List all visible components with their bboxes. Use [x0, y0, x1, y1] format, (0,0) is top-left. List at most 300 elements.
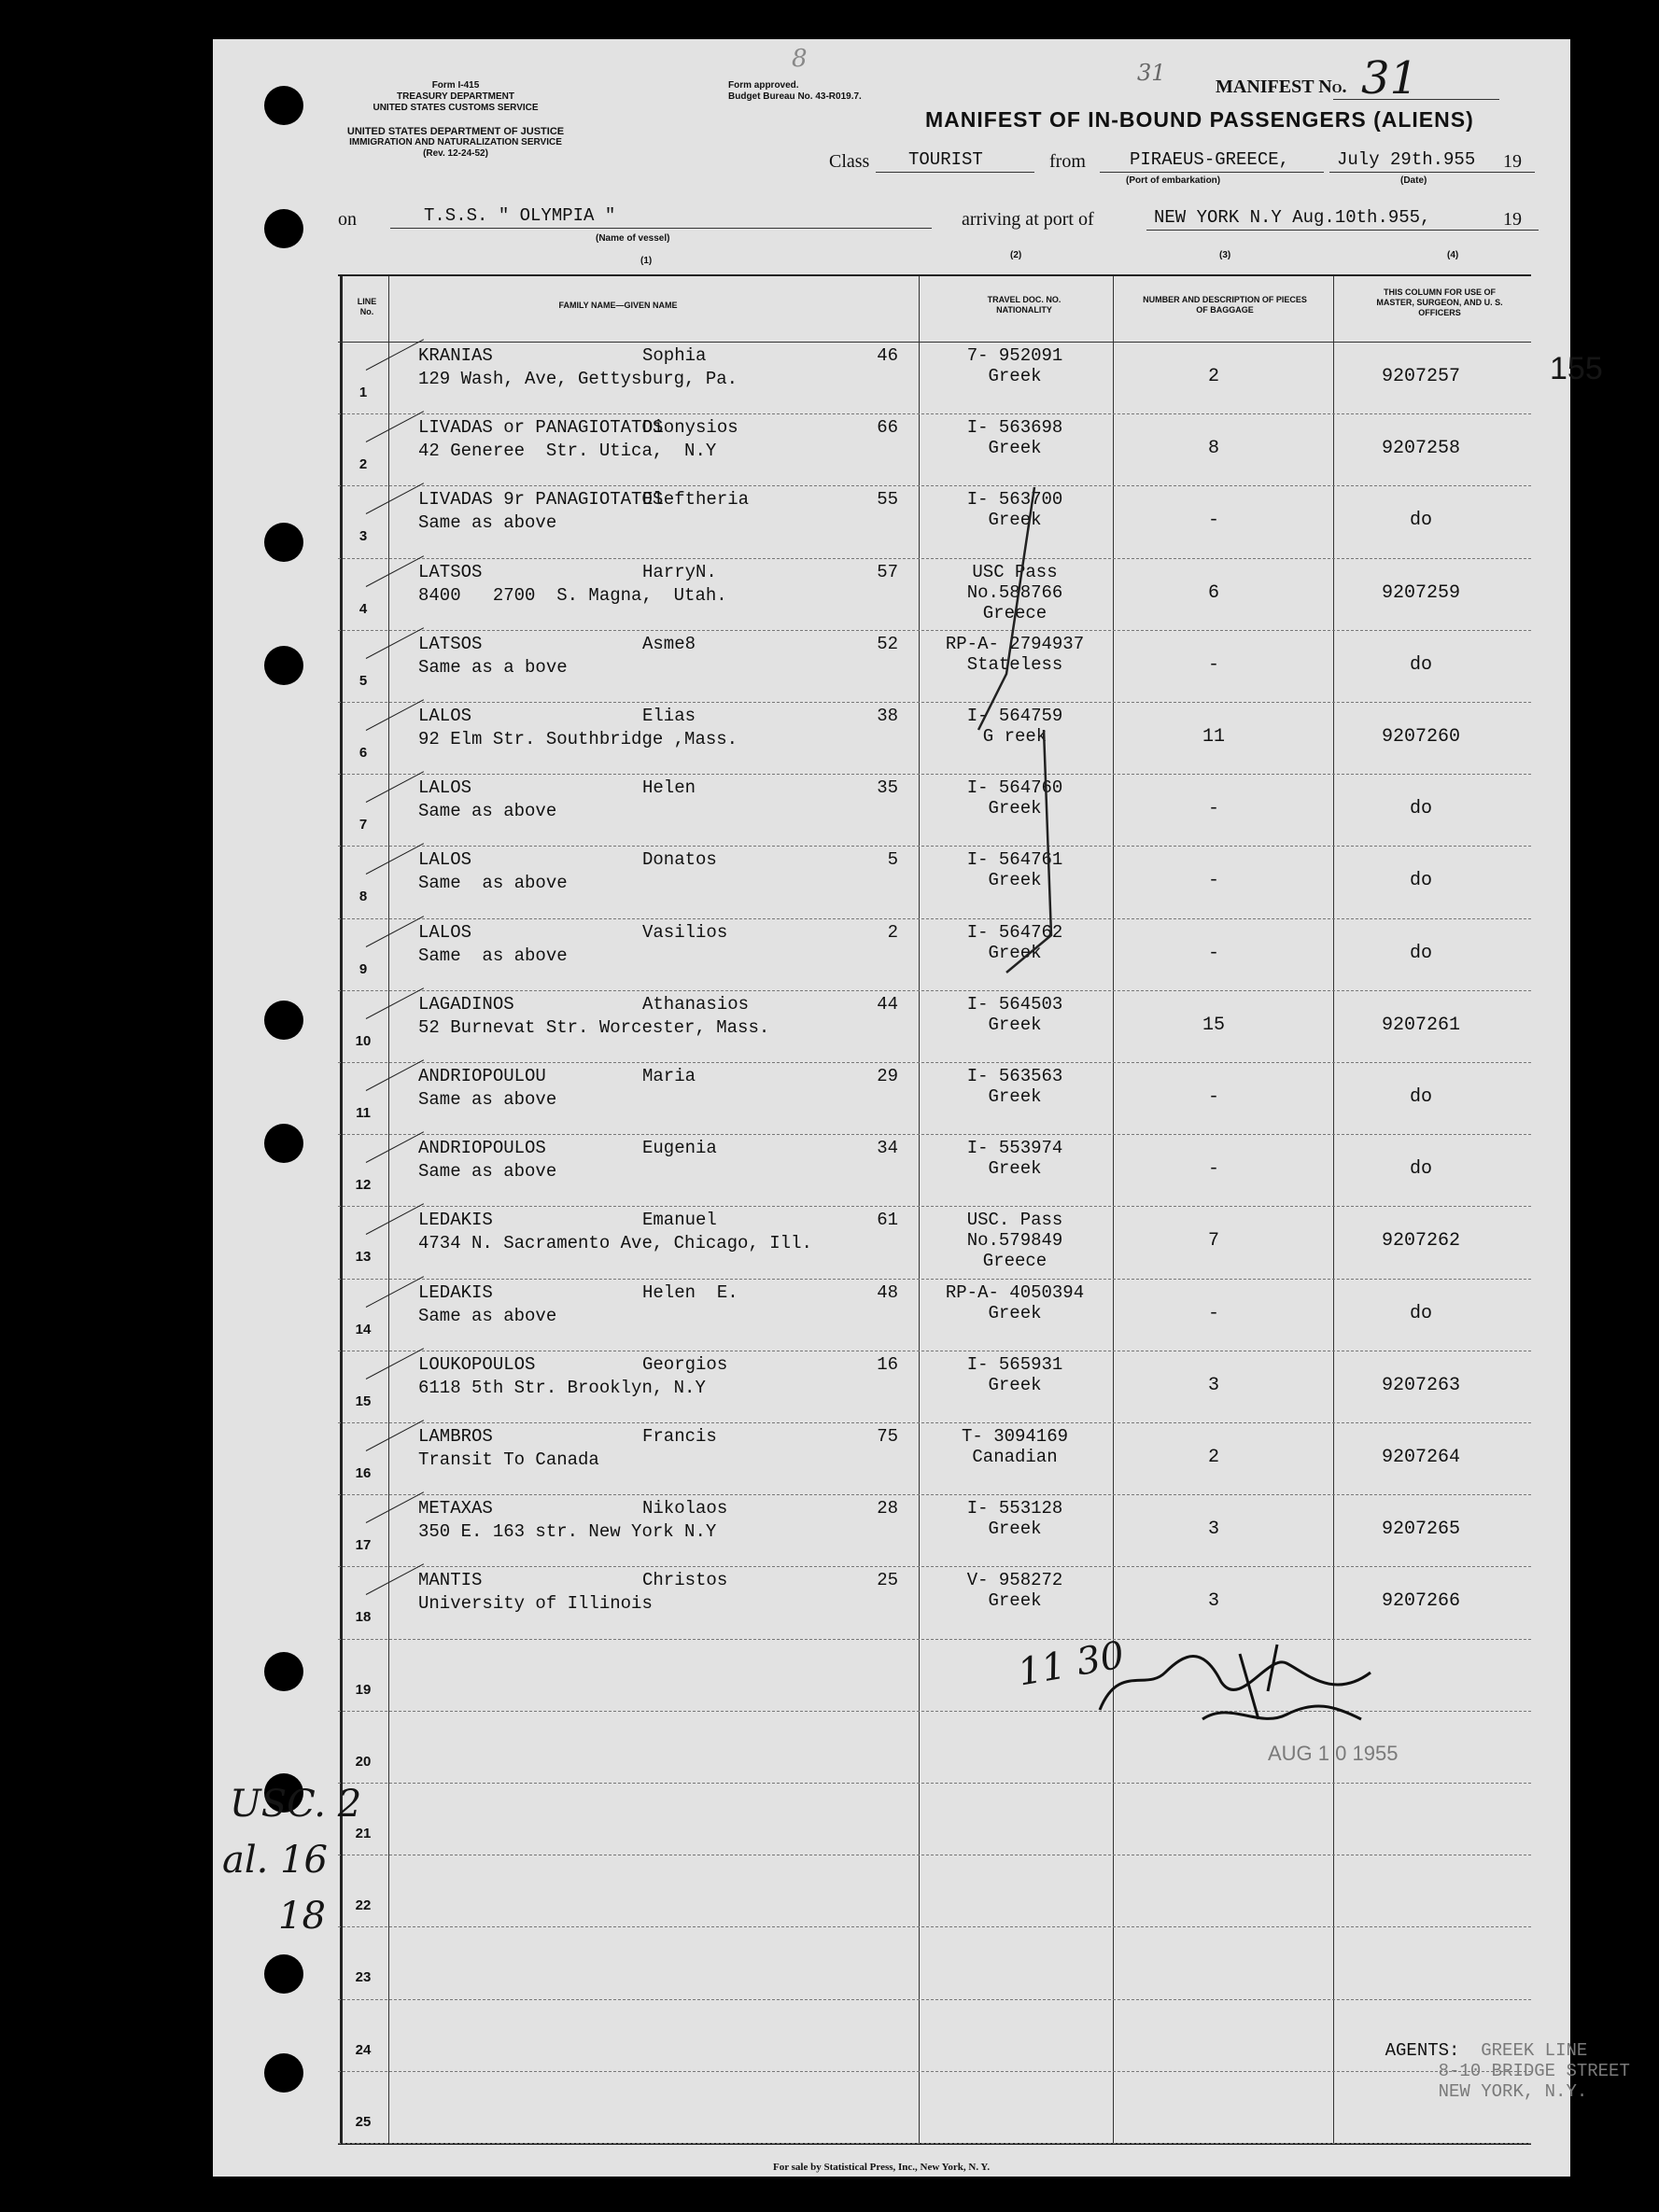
- table-row: [338, 1062, 1531, 1135]
- given-name: Sophia: [642, 345, 707, 366]
- embarkation-date: July 29th.955: [1337, 149, 1476, 170]
- line-number: 20: [355, 1753, 372, 1770]
- revision: (Rev. 12-24-52): [423, 148, 488, 159]
- table-row: [338, 1926, 1531, 1999]
- doc-number: I- 553128: [966, 1498, 1063, 1519]
- passenger-age: 75: [877, 1426, 898, 1447]
- baggage-count: 8: [1207, 438, 1219, 460]
- passenger-age: 55: [877, 489, 898, 511]
- manifest-no-underline: [1333, 99, 1499, 100]
- passenger-name: [418, 1858, 913, 1881]
- port-of-embarkation: PIRAEUS-GREECE,: [1130, 149, 1290, 170]
- embark-year: 19: [1503, 151, 1522, 172]
- passenger-address: Same as above: [418, 1089, 557, 1110]
- line-number: 12: [355, 1177, 372, 1194]
- margin-note-usc: USC. 2: [230, 1783, 362, 1826]
- passenger-age: 16: [877, 1353, 898, 1375]
- officer-number: 9207259: [1381, 581, 1460, 604]
- line-number: 17: [355, 1537, 372, 1554]
- check-tick: [366, 844, 424, 875]
- check-tick: [366, 771, 424, 803]
- customs-service: UNITED STATES CUSTOMS SERVICE: [373, 103, 539, 113]
- line-number: 9: [359, 960, 368, 977]
- nationality: Greek: [988, 438, 1042, 459]
- passenger-address: Transit To Canada: [418, 1449, 599, 1470]
- doc-number: I- 564503: [966, 993, 1063, 1015]
- table-row: [338, 1134, 1531, 1207]
- baggage-count: -: [1207, 1302, 1219, 1324]
- signature-time: 11 30: [1014, 1633, 1128, 1695]
- ins-service: IMMIGRATION AND NATURALIZATION SERVICE: [349, 137, 562, 147]
- line-number: 19: [355, 1681, 372, 1698]
- given-name: Nikolaos: [642, 1498, 728, 1519]
- line-number: 14: [355, 1321, 372, 1337]
- given-name: Maria: [642, 1066, 696, 1086]
- port-caption: (Port of embarkation): [1126, 175, 1221, 186]
- from-label: from: [1049, 151, 1086, 172]
- nationality: Greece: [982, 602, 1047, 623]
- baggage-count: 15: [1202, 1014, 1225, 1036]
- line-number: 15: [355, 1393, 372, 1409]
- family-name: ANDRIOPOULOS: [418, 1138, 546, 1159]
- given-name: Dionysios: [642, 417, 738, 439]
- baggage-count: 11: [1202, 726, 1225, 748]
- passenger-age: 57: [877, 561, 898, 582]
- margin-note-18: 18: [278, 1895, 326, 1938]
- passenger-name: [418, 2003, 913, 2025]
- passenger-address: 8400 2700 S. Magna, Utah.: [418, 584, 727, 606]
- punch-hole: [264, 646, 303, 685]
- passenger-address: Same as above: [418, 512, 557, 534]
- nationality: Greek: [988, 510, 1042, 531]
- manifest-no-value: 31: [1361, 52, 1419, 105]
- given-name: Asme8: [642, 633, 696, 654]
- officer-number: do: [1409, 870, 1432, 892]
- check-tick: [366, 987, 424, 1019]
- passenger-address: 6118 5th Str. Brooklyn, N.Y: [418, 1377, 706, 1398]
- officer-number: do: [1409, 942, 1432, 964]
- baggage-count: -: [1207, 653, 1219, 676]
- travel-document: [926, 1570, 1104, 1611]
- punch-hole: [264, 2053, 303, 2093]
- doc-number: I- 553974: [966, 1138, 1063, 1159]
- vessel-caption: (Name of vessel): [596, 233, 670, 244]
- passenger-name: [418, 706, 913, 728]
- manifest-no-label: MANIFEST No.: [1216, 77, 1347, 97]
- manifest-page: [213, 39, 1630, 2177]
- family-name: LATSOS: [418, 561, 483, 582]
- nationality: Greek: [988, 366, 1042, 386]
- family-name: LATSOS: [418, 633, 483, 654]
- doc-number: USC. Pass No.579849: [966, 1210, 1063, 1252]
- form-approved: Form approved.: [728, 80, 799, 91]
- officer-number: do: [1409, 653, 1432, 676]
- line-number: 23: [355, 1969, 372, 1986]
- passenger-address: 42 Generee Str. Utica, N.Y: [418, 441, 717, 462]
- punch-hole: [264, 1954, 303, 1994]
- passenger-age: 38: [877, 706, 898, 726]
- passenger-address: Same as above: [418, 1161, 557, 1183]
- nationality: Greek: [988, 1519, 1042, 1540]
- passenger-address: 92 Elm Str. Southbridge ,Mass.: [418, 729, 738, 749]
- budget-bureau: Budget Bureau No. 43-R019.7.: [728, 91, 862, 102]
- passenger-name: [418, 1282, 913, 1305]
- th-baggage: NUMBER AND DESCRIPTION OF PIECES OF BAGGAGE: [1143, 295, 1307, 315]
- baggage-count: -: [1207, 1158, 1219, 1181]
- table-row: [338, 918, 1531, 991]
- given-name: Athanasios: [642, 993, 750, 1015]
- passenger-name: [418, 634, 913, 656]
- class-underline: [876, 172, 1034, 173]
- agents-label: AGENTS:: [1385, 2040, 1460, 2061]
- line-number: 4: [359, 600, 368, 617]
- family-name: LEDAKIS: [418, 1210, 493, 1231]
- arrival-year: 19: [1503, 209, 1522, 230]
- passenger-age: 46: [877, 345, 898, 366]
- passenger-name: [418, 1715, 913, 1737]
- check-tick: [366, 1204, 424, 1236]
- class-label: Class: [829, 151, 870, 172]
- table-row: [338, 1494, 1531, 1567]
- nationality: Greek: [988, 1374, 1042, 1395]
- travel-document: [926, 1066, 1104, 1107]
- th-line: LINE No.: [357, 297, 377, 316]
- table-row: [338, 342, 1531, 414]
- table-row: [338, 630, 1531, 703]
- doc-number: RP-A- 4050394: [945, 1281, 1085, 1303]
- family-name: METAXAS: [418, 1498, 493, 1519]
- given-name: Eugenia: [642, 1138, 717, 1159]
- passenger-name: [418, 2075, 913, 2097]
- passenger-name: [418, 1643, 913, 1665]
- family-name: LALOS: [418, 706, 472, 726]
- passenger-address: Same as above: [418, 945, 568, 966]
- table-row: [338, 1279, 1531, 1351]
- passenger-age: 44: [877, 993, 898, 1015]
- passenger-name: [418, 994, 913, 1016]
- passenger-address: Same as above: [418, 873, 568, 894]
- nationality: Greek: [988, 1158, 1042, 1180]
- given-name: Emanuel: [642, 1210, 717, 1231]
- line-number: 6: [359, 745, 368, 761]
- doc-number: I- 564759: [966, 706, 1063, 726]
- check-tick: [366, 1564, 424, 1596]
- baggage-count: 3: [1207, 1519, 1219, 1541]
- doc-number: V- 958272: [966, 1570, 1063, 1591]
- passenger-address: 129 Wash, Ave, Gettysburg, Pa.: [418, 369, 738, 389]
- line-number: 10: [355, 1032, 372, 1049]
- line-number: 5: [359, 672, 368, 689]
- th-name: FAMILY NAME—GIVEN NAME: [558, 301, 678, 310]
- col-num-2: (2): [1010, 250, 1022, 260]
- passenger-address: 52 Burnevat Str. Worcester, Mass.: [418, 1016, 770, 1038]
- line-number: 21: [355, 1826, 372, 1841]
- table-row: [338, 1783, 1531, 1855]
- line-number: 1: [359, 385, 368, 400]
- punch-hole: [264, 523, 303, 562]
- officer-number: 9207265: [1381, 1519, 1460, 1541]
- nationality: Greek: [988, 798, 1042, 819]
- form-id-block: [372, 80, 540, 114]
- table-row: [338, 1351, 1531, 1423]
- officer-number: do: [1409, 1158, 1432, 1181]
- punch-hole: [264, 1124, 303, 1163]
- passenger-address: Same as above: [418, 1305, 557, 1326]
- nationality: Greek: [988, 1590, 1042, 1612]
- line-number: 8: [359, 889, 368, 905]
- nationality: Greece: [982, 1251, 1047, 1272]
- check-tick: [366, 555, 424, 587]
- given-name: Francis: [642, 1426, 717, 1447]
- nationality: Greek: [988, 1086, 1042, 1107]
- line-number: 3: [359, 528, 368, 545]
- officer-number: do: [1409, 798, 1432, 820]
- line-number: 7: [359, 817, 368, 833]
- class-value: TOURIST: [908, 149, 983, 170]
- passenger-name: [418, 417, 913, 440]
- check-tick: [366, 1491, 424, 1523]
- travel-document: [926, 1138, 1104, 1179]
- passenger-name: [418, 1066, 913, 1088]
- arrival-underline: [1146, 230, 1539, 231]
- family-name: LAGADINOS: [418, 993, 514, 1015]
- passenger-name: [418, 922, 913, 945]
- passenger-address: Same as above: [418, 801, 557, 822]
- col-num-1: (1): [640, 256, 653, 266]
- agent-line-1: GREEK LINE: [1481, 2040, 1588, 2061]
- on-label: on: [338, 209, 357, 230]
- given-name: Helen E.: [642, 1281, 738, 1303]
- table-row: [338, 990, 1531, 1063]
- passenger-name: [418, 1138, 913, 1160]
- officer-number: 9207262: [1381, 1230, 1460, 1253]
- th-officers: THIS COLUMN FOR USE OF MASTER, SURGEON, AND U. S. OFFICERS: [1376, 287, 1503, 317]
- manifest-title: MANIFEST OF IN-BOUND PASSENGERS (ALIENS): [925, 107, 1474, 132]
- table-row: [338, 1422, 1531, 1495]
- given-name: Georgios: [642, 1353, 728, 1375]
- passenger-age: 61: [877, 1210, 898, 1231]
- doc-number: I- 564762: [966, 921, 1063, 943]
- check-tick: [366, 627, 424, 659]
- doc-number: I- 563700: [966, 489, 1063, 511]
- travel-document: [926, 1282, 1104, 1323]
- table-row: [338, 1855, 1531, 1927]
- baggage-count: 7: [1207, 1230, 1219, 1253]
- agent-line-3: NEW YORK, N.Y.: [1438, 2081, 1588, 2102]
- table-row: [338, 702, 1531, 775]
- family-name: LALOS: [418, 777, 472, 799]
- page-mark: 8: [792, 45, 808, 73]
- nationality: Greek: [988, 1014, 1042, 1035]
- passenger-name: [418, 562, 913, 584]
- family-name: LIVADAS 9r PANAGIOTATOS: [418, 489, 664, 511]
- baggage-count: 2: [1207, 366, 1219, 387]
- passenger-age: 28: [877, 1498, 898, 1519]
- passenger-table: [338, 274, 1531, 2145]
- family-name: LOUKOPOULOS: [418, 1353, 536, 1375]
- port-underline: [1100, 172, 1324, 173]
- pencil-number: 31: [1137, 60, 1166, 86]
- doc-number: USC Pass No.588766: [966, 561, 1063, 603]
- given-name: Christos: [642, 1570, 728, 1591]
- passenger-name: [418, 1426, 913, 1449]
- doc-number: 7- 952091: [966, 345, 1063, 366]
- passenger-name: [418, 1210, 913, 1232]
- check-tick: [366, 699, 424, 731]
- baggage-count: -: [1207, 510, 1219, 532]
- officer-number: 9207260: [1381, 726, 1460, 748]
- punch-hole: [264, 1001, 303, 1040]
- passenger-age: 5: [887, 849, 898, 871]
- family-name: ANDRIOPOULOU: [418, 1066, 546, 1086]
- line-number: 25: [355, 2113, 372, 2130]
- family-name: LALOS: [418, 921, 472, 943]
- officer-number: 9207263: [1381, 1374, 1460, 1396]
- arrival-port: NEW YORK N.Y Aug.10th.955,: [1154, 207, 1431, 228]
- agent-line-2: 8-10 BRIDGE STREET: [1438, 2061, 1630, 2081]
- travel-document: [926, 1210, 1104, 1271]
- nationality: Greek: [988, 870, 1042, 891]
- nationality: G reek: [982, 726, 1047, 747]
- passenger-name: [418, 1570, 913, 1592]
- travel-document: [926, 1498, 1104, 1539]
- given-name: Vasilios: [642, 921, 728, 943]
- given-name: Donatos: [642, 849, 717, 871]
- officer-number: do: [1409, 1086, 1432, 1108]
- passenger-address: Same as a bove: [418, 656, 568, 678]
- passenger-name: [418, 489, 913, 511]
- passenger-name: [418, 1498, 913, 1520]
- passenger-age: 25: [877, 1570, 898, 1591]
- family-name: LEDAKIS: [418, 1281, 493, 1303]
- justice-dept-block: [344, 126, 568, 160]
- family-name: LIVADAS or PANAGIOTATOS: [418, 417, 664, 439]
- travel-document: [926, 345, 1104, 386]
- given-name: Eleftheria: [642, 489, 750, 511]
- baggage-count: -: [1207, 942, 1219, 964]
- check-tick: [366, 916, 424, 947]
- th-doc: TRAVEL DOC. NO. NATIONALITY: [987, 295, 1061, 315]
- officer-number: 9207264: [1381, 1447, 1460, 1468]
- date-underline: [1329, 172, 1535, 173]
- baggage-count: -: [1207, 798, 1219, 820]
- doc-number: I- 563698: [966, 417, 1063, 439]
- table-header-row: [338, 276, 1531, 343]
- doc-number: I- 565931: [966, 1353, 1063, 1375]
- line-number: 18: [355, 1609, 372, 1626]
- margin-note-al: al. 16: [222, 1839, 328, 1882]
- officer-number: do: [1409, 1302, 1432, 1324]
- baggage-count: -: [1207, 870, 1219, 892]
- nationality: Stateless: [966, 653, 1063, 675]
- line-number: 2: [359, 456, 368, 473]
- check-marks: [941, 450, 1072, 1029]
- line-number: 24: [355, 2041, 372, 2058]
- family-name: KRANIAS: [418, 345, 493, 366]
- baggage-count: 3: [1207, 1590, 1219, 1613]
- table-row: [338, 1206, 1531, 1279]
- doc-number: I- 564761: [966, 849, 1063, 871]
- nationality: Canadian: [972, 1447, 1058, 1467]
- printer-footer: For sale by Statistical Press, Inc., New York, N. Y.: [773, 2162, 991, 2173]
- punch-hole: [264, 1652, 303, 1691]
- passenger-age: 29: [877, 1066, 898, 1086]
- page-number-note: 155: [1550, 351, 1603, 386]
- justice-dept: UNITED STATES DEPARTMENT OF JUSTICE: [346, 126, 565, 137]
- officer-number: do: [1409, 510, 1432, 532]
- passenger-name: [418, 777, 913, 800]
- vessel-name: T.S.S. " OLYMPIA ": [424, 205, 616, 226]
- nationality: Greek: [988, 942, 1042, 963]
- date-stamp: AUG 1 0 1955: [1268, 1742, 1399, 1765]
- passenger-age: 34: [877, 1138, 898, 1159]
- passenger-name: [418, 1354, 913, 1377]
- table-row: [338, 774, 1531, 847]
- travel-document: [926, 1354, 1104, 1395]
- line-number: 11: [356, 1105, 371, 1121]
- line-number: 16: [355, 1465, 372, 1481]
- table-row: [338, 846, 1531, 918]
- check-tick: [366, 1348, 424, 1379]
- baggage-count: 6: [1207, 581, 1219, 604]
- baggage-count: -: [1207, 1086, 1219, 1108]
- passenger-address: 4734 N. Sacramento Ave, Chicago, Ill.: [418, 1233, 812, 1254]
- check-tick: [366, 1131, 424, 1163]
- form-approved-block: [728, 80, 896, 103]
- doc-number: I- 564760: [966, 777, 1063, 799]
- line-number: 22: [355, 1897, 372, 1914]
- officer-number: 9207261: [1381, 1014, 1460, 1036]
- travel-document: [926, 1426, 1104, 1467]
- passenger-age: 48: [877, 1281, 898, 1303]
- date-caption: (Date): [1400, 175, 1427, 186]
- table-row: [338, 558, 1531, 631]
- treasury-dept: TREASURY DEPARTMENT: [397, 91, 514, 102]
- baggage-count: 2: [1207, 1447, 1219, 1468]
- form-number: Form I-415: [431, 80, 480, 91]
- check-tick: [366, 339, 424, 371]
- check-tick: [366, 1059, 424, 1091]
- officer-number: 9207257: [1381, 366, 1460, 387]
- check-tick: [366, 1420, 424, 1451]
- passenger-name: [418, 849, 913, 872]
- col-num-3: (3): [1219, 250, 1231, 260]
- passenger-age: 2: [887, 921, 898, 943]
- arriving-label: arriving at port of: [962, 209, 1094, 230]
- passenger-age: 35: [877, 777, 898, 799]
- punch-hole: [264, 86, 303, 125]
- table-row: [338, 485, 1531, 558]
- col-num-4: (4): [1447, 250, 1459, 260]
- given-name: Elias: [642, 706, 696, 726]
- given-name: Helen: [642, 777, 696, 799]
- line-number: 13: [355, 1249, 372, 1266]
- passenger-name: [418, 1930, 913, 1953]
- baggage-count: 3: [1207, 1374, 1219, 1396]
- vessel-underline: [390, 228, 932, 229]
- nationality: Greek: [988, 1302, 1042, 1323]
- agents-block: [1343, 2020, 1630, 2102]
- family-name: MANTIS: [418, 1570, 483, 1591]
- official-signature: [1090, 1626, 1389, 1738]
- punch-hole: [264, 209, 303, 248]
- officer-number: 9207266: [1381, 1590, 1460, 1613]
- check-tick: [366, 1276, 424, 1308]
- passenger-address: 350 E. 163 str. New York N.Y: [418, 1521, 717, 1543]
- check-tick: [366, 483, 424, 515]
- passenger-age: 66: [877, 417, 898, 439]
- passenger-name: [418, 1786, 913, 1809]
